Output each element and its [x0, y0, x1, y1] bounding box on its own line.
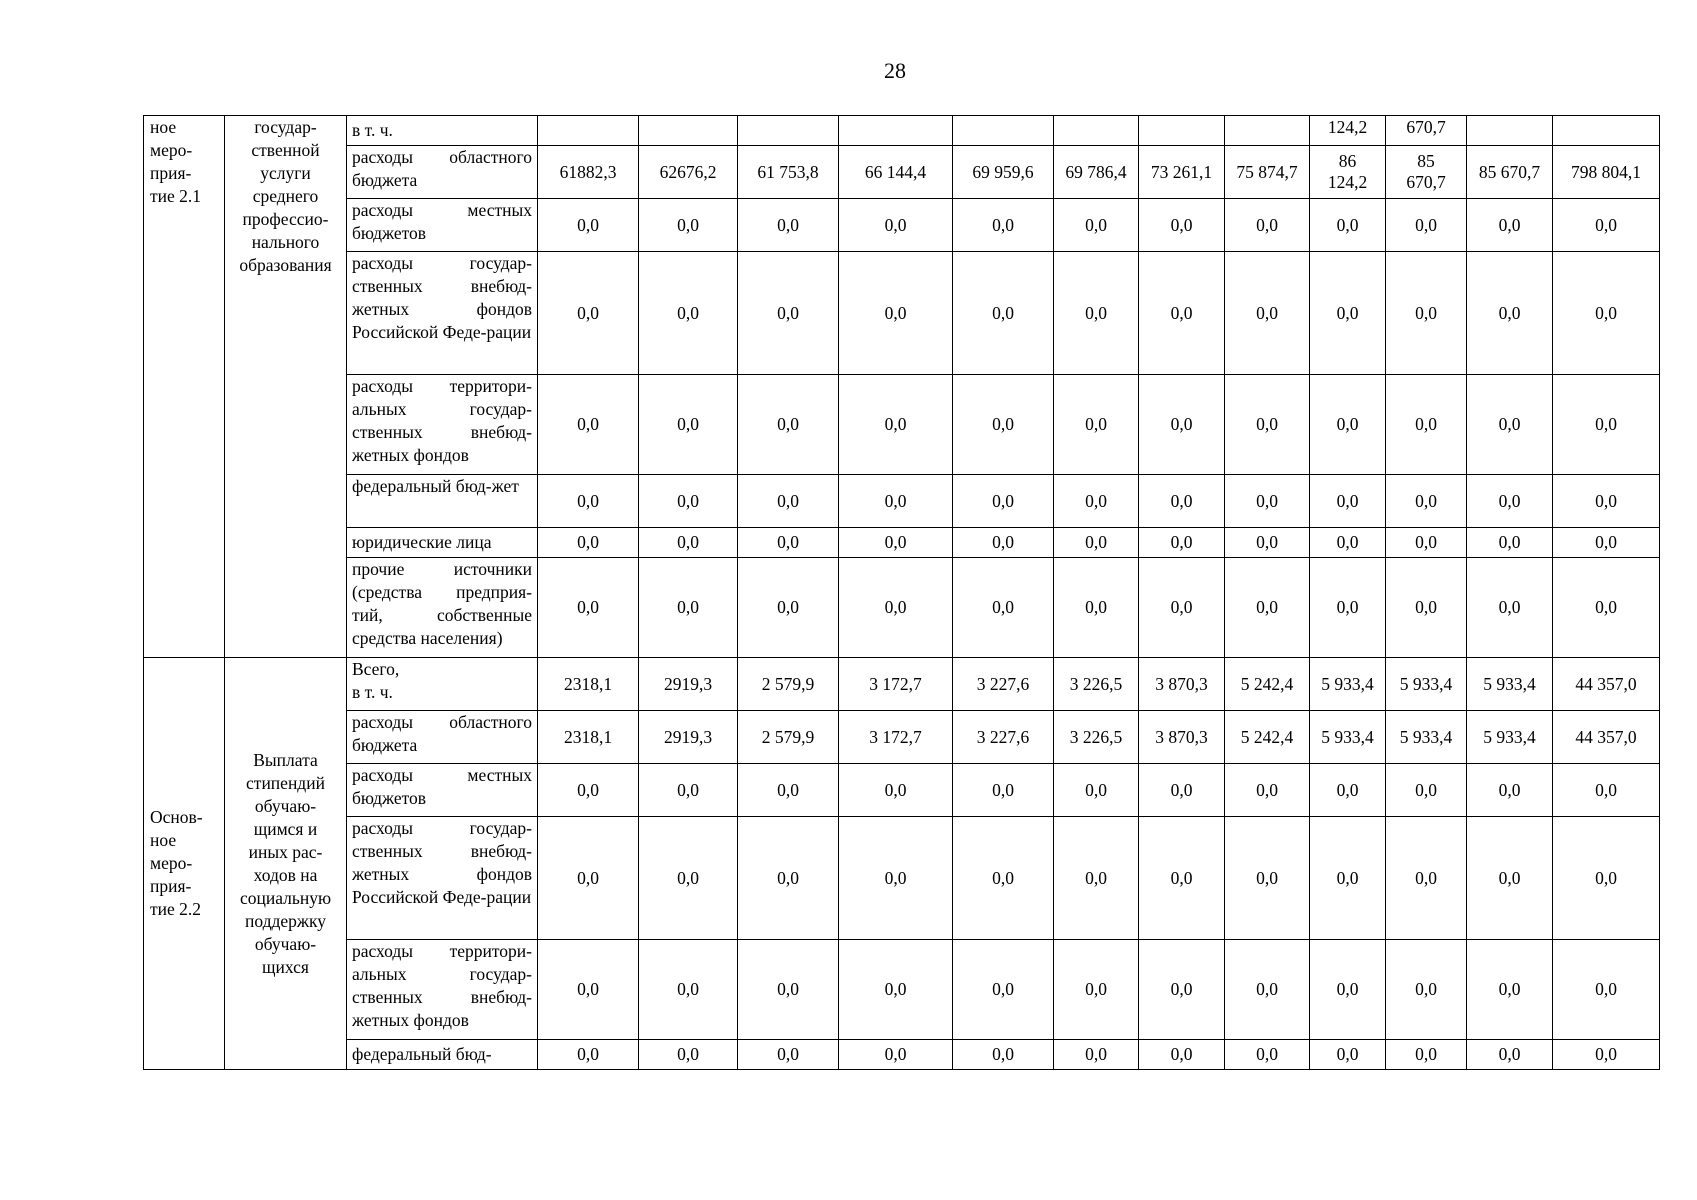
- value-cell: 0,0: [1054, 375, 1139, 475]
- value-cell: 44 357,0: [1553, 711, 1660, 764]
- value-cell: 2318,1: [538, 658, 639, 711]
- value-cell: 0,0: [839, 375, 953, 475]
- value-cell: 5 933,4: [1467, 658, 1553, 711]
- value-cell: 0,0: [1225, 1040, 1310, 1070]
- value-cell: 85 670,7: [1386, 146, 1467, 199]
- value-cell: 0,0: [639, 252, 738, 375]
- value-cell: 0,0: [1467, 375, 1553, 475]
- value-cell: 0,0: [1139, 252, 1225, 375]
- value-cell: [1139, 116, 1225, 146]
- value-cell: 0,0: [1139, 817, 1225, 940]
- funding-source-cell: расходы территори-альных государ-ственных внебюд-жетных фондов: [347, 940, 538, 1040]
- value-cell: 0,0: [738, 528, 839, 558]
- value-cell: 0,0: [639, 764, 738, 817]
- value-cell: 2 579,9: [738, 711, 839, 764]
- value-cell: 0,0: [1553, 817, 1660, 940]
- value-cell: 61882,3: [538, 146, 639, 199]
- funding-source-cell: расходы государ-ственных внебюд-жетных фондов Российской Феде-рации: [347, 252, 538, 375]
- value-cell: 0,0: [1225, 558, 1310, 658]
- value-cell: 0,0: [839, 475, 953, 528]
- value-cell: 0,0: [1139, 1040, 1225, 1070]
- value-cell: 124,2: [1310, 116, 1386, 146]
- table-row: [144, 528, 1660, 558]
- value-cell: 44 357,0: [1553, 658, 1660, 711]
- value-cell: 0,0: [1225, 199, 1310, 252]
- table-row: [144, 817, 1660, 940]
- value-cell: 0,0: [1310, 199, 1386, 252]
- value-cell: 0,0: [1310, 940, 1386, 1040]
- value-cell: 0,0: [1467, 940, 1553, 1040]
- table-row: [144, 116, 1660, 146]
- value-cell: 5 242,4: [1225, 658, 1310, 711]
- value-cell: 0,0: [1467, 817, 1553, 940]
- value-cell: 3 227,6: [953, 658, 1054, 711]
- value-cell: 0,0: [953, 475, 1054, 528]
- value-cell: 0,0: [738, 817, 839, 940]
- value-cell: 0,0: [1467, 558, 1553, 658]
- value-cell: 85 670,7: [1467, 146, 1553, 199]
- value-cell: 0,0: [839, 940, 953, 1040]
- value-cell: 0,0: [953, 940, 1054, 1040]
- value-cell: 0,0: [1225, 375, 1310, 475]
- value-cell: 0,0: [953, 817, 1054, 940]
- value-cell: 0,0: [1225, 764, 1310, 817]
- value-cell: [738, 116, 839, 146]
- value-cell: 0,0: [639, 817, 738, 940]
- value-cell: 0,0: [538, 1040, 639, 1070]
- event-cell: Основ- ное меро- прия- тие 2.2: [144, 658, 225, 1070]
- value-cell: 2919,3: [639, 711, 738, 764]
- value-cell: 0,0: [1139, 528, 1225, 558]
- value-cell: 0,0: [1054, 764, 1139, 817]
- value-cell: [1054, 116, 1139, 146]
- value-cell: 3 226,5: [1054, 658, 1139, 711]
- value-cell: 66 144,4: [839, 146, 953, 199]
- value-cell: 3 226,5: [1054, 711, 1139, 764]
- value-cell: 0,0: [1054, 1040, 1139, 1070]
- value-cell: 0,0: [1139, 940, 1225, 1040]
- value-cell: 0,0: [1054, 940, 1139, 1040]
- value-cell: 0,0: [1054, 558, 1139, 658]
- value-cell: 0,0: [538, 528, 639, 558]
- value-cell: 0,0: [639, 199, 738, 252]
- table-row: [144, 199, 1660, 252]
- value-cell: 0,0: [738, 1040, 839, 1070]
- value-cell: 61 753,8: [738, 146, 839, 199]
- value-cell: 0,0: [1467, 528, 1553, 558]
- value-cell: 0,0: [1386, 558, 1467, 658]
- budget-table: [143, 115, 1660, 1070]
- program-name-cell: государ- ственной услуги среднего профессио- нального образования: [225, 116, 347, 658]
- value-cell: 0,0: [1386, 475, 1467, 528]
- value-cell: 2 579,9: [738, 658, 839, 711]
- value-cell: 0,0: [1467, 475, 1553, 528]
- value-cell: 0,0: [1139, 199, 1225, 252]
- funding-source-cell: федеральный бюд-: [347, 1040, 538, 1070]
- value-cell: 0,0: [538, 199, 639, 252]
- value-cell: 0,0: [1467, 1040, 1553, 1070]
- value-cell: 0,0: [1139, 475, 1225, 528]
- value-cell: 0,0: [1225, 940, 1310, 1040]
- funding-source-cell: Всего, в т. ч.: [347, 658, 538, 711]
- value-cell: [1467, 116, 1553, 146]
- value-cell: 0,0: [953, 199, 1054, 252]
- value-cell: 0,0: [639, 1040, 738, 1070]
- funding-source-cell: расходы областного бюджета: [347, 711, 538, 764]
- value-cell: 69 786,4: [1054, 146, 1139, 199]
- value-cell: 0,0: [1386, 375, 1467, 475]
- value-cell: 0,0: [1553, 940, 1660, 1040]
- value-cell: 0,0: [1310, 1040, 1386, 1070]
- value-cell: 5 933,4: [1310, 658, 1386, 711]
- value-cell: 0,0: [1225, 475, 1310, 528]
- value-cell: [953, 116, 1054, 146]
- value-cell: 0,0: [738, 558, 839, 658]
- value-cell: 0,0: [1386, 940, 1467, 1040]
- value-cell: 0,0: [1467, 252, 1553, 375]
- value-cell: 0,0: [839, 558, 953, 658]
- value-cell: 0,0: [538, 764, 639, 817]
- value-cell: 0,0: [738, 375, 839, 475]
- value-cell: 0,0: [1225, 252, 1310, 375]
- value-cell: 5 242,4: [1225, 711, 1310, 764]
- value-cell: 0,0: [1054, 528, 1139, 558]
- value-cell: 0,0: [1310, 475, 1386, 528]
- value-cell: 5 933,4: [1386, 711, 1467, 764]
- value-cell: 0,0: [538, 475, 639, 528]
- value-cell: 0,0: [1386, 1040, 1467, 1070]
- value-cell: 0,0: [1054, 475, 1139, 528]
- value-cell: 0,0: [839, 528, 953, 558]
- table-row: [144, 146, 1660, 199]
- value-cell: 5 933,4: [1386, 658, 1467, 711]
- value-cell: 0,0: [538, 940, 639, 1040]
- value-cell: 0,0: [1553, 558, 1660, 658]
- value-cell: 0,0: [738, 252, 839, 375]
- value-cell: 0,0: [538, 558, 639, 658]
- funding-source-cell: прочие источники (средства предприя-тий, собственные средства населения): [347, 558, 538, 658]
- table-row: [144, 658, 1660, 711]
- value-cell: 73 261,1: [1139, 146, 1225, 199]
- value-cell: 798 804,1: [1553, 146, 1660, 199]
- table-row: [144, 940, 1660, 1040]
- value-cell: 69 959,6: [953, 146, 1054, 199]
- value-cell: 3 172,7: [839, 711, 953, 764]
- value-cell: [1553, 116, 1660, 146]
- value-cell: 5 933,4: [1467, 711, 1553, 764]
- value-cell: 0,0: [1139, 375, 1225, 475]
- funding-source-cell: юридические лица: [347, 528, 538, 558]
- value-cell: 5 933,4: [1310, 711, 1386, 764]
- value-cell: 0,0: [839, 1040, 953, 1070]
- value-cell: 0,0: [639, 475, 738, 528]
- value-cell: 0,0: [639, 940, 738, 1040]
- value-cell: 0,0: [738, 764, 839, 817]
- value-cell: 0,0: [1553, 375, 1660, 475]
- value-cell: 0,0: [839, 252, 953, 375]
- value-cell: 0,0: [1467, 199, 1553, 252]
- program-name-cell: Выплата стипендий обучаю- щимся и иных рас- ходов на социальную поддержку обучаю- щихся: [225, 658, 347, 1070]
- value-cell: 0,0: [839, 764, 953, 817]
- value-cell: 0,0: [1553, 199, 1660, 252]
- value-cell: 0,0: [953, 1040, 1054, 1070]
- value-cell: 0,0: [1386, 252, 1467, 375]
- value-cell: 0,0: [1139, 558, 1225, 658]
- value-cell: 0,0: [1467, 764, 1553, 817]
- value-cell: 0,0: [538, 252, 639, 375]
- value-cell: 0,0: [953, 764, 1054, 817]
- value-cell: 0,0: [1310, 558, 1386, 658]
- value-cell: 0,0: [1386, 817, 1467, 940]
- value-cell: 0,0: [639, 528, 738, 558]
- value-cell: 0,0: [738, 475, 839, 528]
- value-cell: 0,0: [738, 199, 839, 252]
- value-cell: 3 870,3: [1139, 711, 1225, 764]
- value-cell: 0,0: [1553, 1040, 1660, 1070]
- value-cell: 0,0: [538, 817, 639, 940]
- value-cell: 0,0: [1553, 764, 1660, 817]
- value-cell: 0,0: [1310, 252, 1386, 375]
- value-cell: [839, 116, 953, 146]
- funding-source-cell: федеральный бюд-жет: [347, 475, 538, 528]
- value-cell: 86 124,2: [1310, 146, 1386, 199]
- table-row: [144, 558, 1660, 658]
- table-row: [144, 475, 1660, 528]
- table-row: [144, 764, 1660, 817]
- value-cell: 3 870,3: [1139, 658, 1225, 711]
- value-cell: 62676,2: [639, 146, 738, 199]
- value-cell: 0,0: [1553, 252, 1660, 375]
- value-cell: 0,0: [1310, 817, 1386, 940]
- value-cell: 0,0: [1310, 528, 1386, 558]
- page-number: 28: [884, 58, 906, 83]
- funding-source-cell: в т. ч.: [347, 116, 538, 146]
- value-cell: 75 874,7: [1225, 146, 1310, 199]
- table-row: [144, 375, 1660, 475]
- value-cell: 0,0: [1054, 199, 1139, 252]
- value-cell: 0,0: [953, 252, 1054, 375]
- value-cell: 0,0: [953, 528, 1054, 558]
- value-cell: [538, 116, 639, 146]
- value-cell: 0,0: [1139, 764, 1225, 817]
- value-cell: 2919,3: [639, 658, 738, 711]
- funding-source-cell: расходы областного бюджета: [347, 146, 538, 199]
- value-cell: 3 227,6: [953, 711, 1054, 764]
- value-cell: [639, 116, 738, 146]
- value-cell: 0,0: [1054, 817, 1139, 940]
- value-cell: 0,0: [1386, 199, 1467, 252]
- value-cell: 0,0: [639, 375, 738, 475]
- value-cell: 0,0: [953, 558, 1054, 658]
- value-cell: 0,0: [1225, 817, 1310, 940]
- value-cell: [1225, 116, 1310, 146]
- value-cell: 0,0: [953, 375, 1054, 475]
- value-cell: 0,0: [1310, 764, 1386, 817]
- funding-source-cell: расходы территори-альных государ-ственных внебюд-жетных фондов: [347, 375, 538, 475]
- value-cell: 0,0: [538, 375, 639, 475]
- value-cell: 2318,1: [538, 711, 639, 764]
- value-cell: 0,0: [839, 199, 953, 252]
- value-cell: 3 172,7: [839, 658, 953, 711]
- value-cell: 0,0: [1386, 528, 1467, 558]
- value-cell: 0,0: [1553, 528, 1660, 558]
- value-cell: 0,0: [1553, 475, 1660, 528]
- value-cell: 0,0: [738, 940, 839, 1040]
- funding-source-cell: расходы местных бюджетов: [347, 764, 538, 817]
- funding-source-cell: расходы государ-ственных внебюд-жетных фондов Российской Феде-рации: [347, 817, 538, 940]
- value-cell: 670,7: [1386, 116, 1467, 146]
- table-row: [144, 1040, 1660, 1070]
- value-cell: 0,0: [839, 817, 953, 940]
- event-cell: ное меро- прия- тие 2.1: [144, 116, 225, 658]
- value-cell: 0,0: [1386, 764, 1467, 817]
- value-cell: 0,0: [1225, 528, 1310, 558]
- value-cell: 0,0: [1054, 252, 1139, 375]
- table-row: [144, 711, 1660, 764]
- value-cell: 0,0: [639, 558, 738, 658]
- table-row: [144, 252, 1660, 375]
- value-cell: 0,0: [1310, 375, 1386, 475]
- funding-source-cell: расходы местных бюджетов: [347, 199, 538, 252]
